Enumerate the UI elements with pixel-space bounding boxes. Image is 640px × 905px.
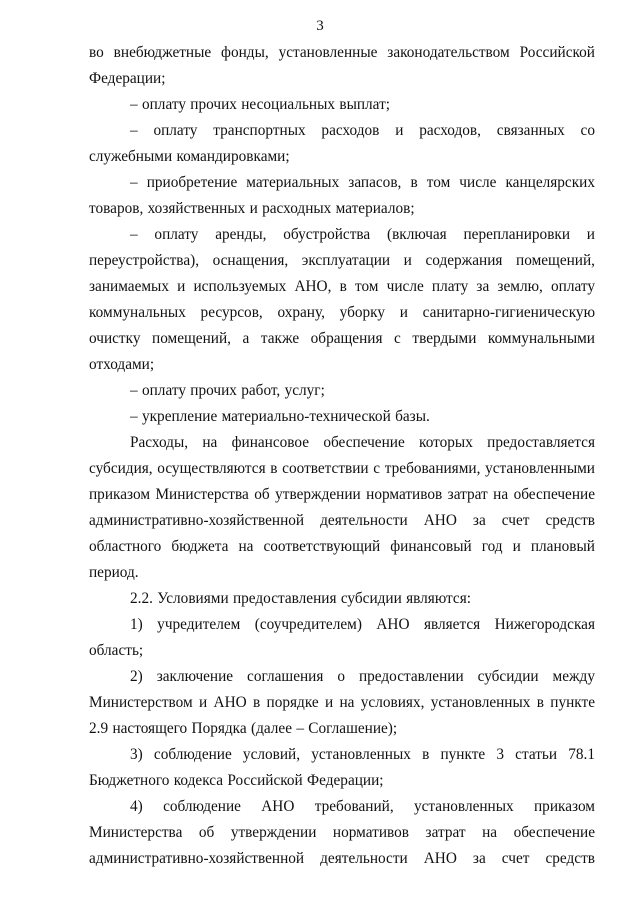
paragraph-expenses: Расходы, на финансовое обеспечение которых предоставляется субсидия, осуществляются в соответствии с требованиями, установленными приказом Министерства об утверждении нормативов затрат на обеспечение административно-хозяйственной деятельности АНО за счет средств областного бюджета на соответствующий финансовый год и плановый период. (89, 434, 595, 581)
list-item-other-payments: – оплату прочих несоциальных выплат; (130, 96, 391, 113)
list-item-rent: – оплату аренды, обустройства (включая перепланировки и переустройства), оснащения, эксплуатации и содержания помещений, занимаемых и используемых АНО, в том числе плату за землю, оплату коммунальных ресурсов, охрану, уборку и санитарно-гигиеническую очистку помещений, а также обращения с твердыми коммунальными отходами; (89, 226, 595, 373)
list-item-other-works: – оплату прочих работ, услуг; (130, 382, 325, 399)
condition-2: 2) заключение соглашения о предоставлении субсидии между Министерством и АНО в порядке и на условиях, установленных в пункте 2.9 настоящего Порядка (далее – Соглашение); (89, 668, 595, 737)
condition-1: 1) учредителем (соучредителем) АНО является Нижегородская область; (89, 616, 595, 659)
section-heading-2-2: 2.2. Условиями предоставления субсидии являются: (130, 590, 472, 607)
paragraph-continuation: во внебюджетные фонды, установленные законодательством Российской Федерации; (89, 44, 595, 87)
document-body (89, 40, 595, 872)
list-item-transport: – оплату транспортных расходов и расходов, связанных со служебными командировками; (89, 122, 595, 165)
condition-3: 3) соблюдение условий, установленных в пункте 3 статьи 78.1 Бюджетного кодекса Российской Федерации; (89, 746, 595, 789)
list-item-material-base: – укрепление материально-технической базы. (130, 408, 430, 425)
list-item-materials: – приобретение материальных запасов, в том числе канцелярских товаров, хозяйственных и расходных материалов; (89, 174, 595, 217)
page-number: 3 (316, 18, 324, 34)
condition-4: 4) соблюдение АНО требований, установленных приказом Министерства об утверждении нормативов затрат на обеспечение административно-хозяйственной деятельности АНО за счет средств (89, 798, 595, 867)
